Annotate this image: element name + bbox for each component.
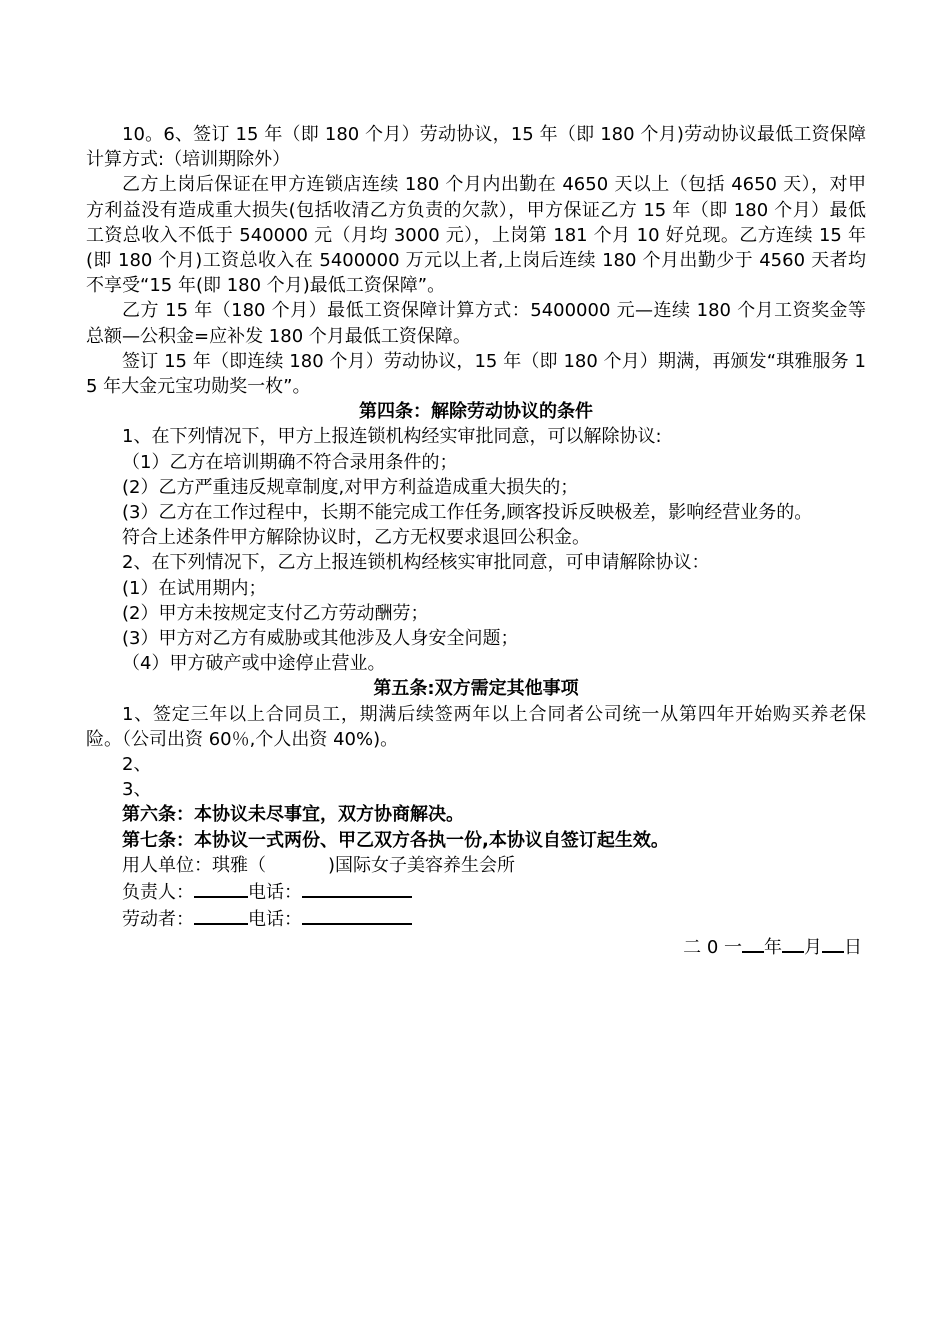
section5-item2: 2、 (122, 754, 152, 776)
section4-item2-b: (2）甲方未按规定支付乙方劳动酬劳； (122, 602, 429, 624)
worker-line (86, 905, 866, 932)
day-blank[interactable] (822, 933, 844, 953)
year-blank[interactable] (742, 933, 764, 953)
award-paragraph: 签订 15 年（即连续 180 个月）劳动协议，15 年（即 180 个月）期满，再颁发“琪雅服务 15 年大金元宝功勋奖一枚”。 (86, 350, 866, 398)
worker-phone-blank[interactable] (302, 905, 412, 925)
section4-heading: 第四条：解除劳动协议的条件 (359, 401, 593, 423)
manager-phone-blank[interactable] (302, 878, 412, 898)
month-label: 月 (804, 936, 822, 958)
worker-label: 劳动者： (122, 909, 194, 931)
worker-name-blank[interactable] (194, 905, 248, 925)
section4-item1-a: （1）乙方在培训期确不符合录用条件的； (122, 451, 458, 473)
manager-phone-label: 电话： (248, 882, 302, 904)
section4-item1-c: (3）乙方在工作过程中，长期不能完成工作任务,顾客投诉反映极差，影响经营业务的。 (122, 502, 813, 524)
employer-label: 用人单位：琪雅（ (122, 854, 266, 876)
manager-name-blank[interactable] (194, 878, 248, 898)
date-prefix: 二 0 一 (683, 936, 742, 958)
section4-item2-a: (1）在试用期内； (122, 577, 267, 599)
section4-item2-c: (3）甲方对乙方有威胁或其他涉及人身安全问题； (122, 628, 519, 650)
worker-phone-label: 电话： (248, 909, 302, 931)
section5-item3: 3、 (122, 779, 152, 801)
month-blank[interactable] (782, 933, 804, 953)
section4-item1-intro: 1、在下列情况下，甲方上报连锁机构经实审批同意，可以解除协议: (122, 426, 662, 448)
section4-item1-note: 符合上述条件甲方解除协议时，乙方无权要求退回公积金。 (122, 527, 590, 549)
section7: 第七条：本协议一式两份、甲乙双方各执一份,本协议自签订起生效。 (122, 829, 669, 851)
section4-item2-intro: 2、在下列情况下，乙方上报连锁机构经核实审批同意，可申请解除协议： (122, 552, 710, 574)
formula-paragraph: 乙方 15 年（180 个月）最低工资保障计算方式：5400000 元—连续 180 个月工资奖金等总额—公积金=应补发 180 个月最低工资保障。 (86, 300, 866, 347)
manager-label: 负责人： (122, 882, 194, 904)
date-line (86, 933, 866, 960)
manager-line (86, 878, 866, 905)
guarantee-paragraph: 乙方上岗后保证在甲方连锁店连续 180 个月内出勤在 4650 天以上（包括 4650 天），对甲方利益没有造成重大损失(包括收清乙方负责的欠款），甲方保证乙方 15 年（即 180 个月）最低工资总收入不低于 540000 元（月均 3000 元），上岗第 181 个月 10 好兑现。乙方连续 15 年(即 180 个月)工资总收入在 5400000 万元以上者,上岗后连续 180 个月出勤少于 4560 天者均不享受“15 年(即 180 个月)最低工资保障”。 (86, 174, 866, 297)
contract-page (86, 122, 866, 960)
year-label: 年 (764, 936, 782, 958)
section4-item2-d: （4）甲方破产或中途停止营业。 (122, 653, 386, 675)
employer-line (86, 853, 866, 878)
employer-suffix: )国际女子美容养生会所 (328, 854, 516, 876)
section5-item1: 1、签定三年以上合同员工，期满后续签两年以上合同者公司统一从第四年开始购买养老保险。（公司出资 60％,个人出资 40%)。 (86, 703, 866, 750)
section5-heading: 第五条:双方需定其他事项 (373, 678, 579, 700)
section6: 第六条：本协议未尽事宜，双方协商解决。 (122, 804, 464, 826)
clause-10-6: 10。6、签订 15 年（即 180 个月）劳动协议，15 年（即 180 个月)劳动协议最低工资保障计算方式:（培训期除外） (86, 124, 866, 171)
section4-item1-b: (2）乙方严重违反规章制度,对甲方利益造成重大损失的； (122, 476, 579, 498)
day-label: 日 (844, 936, 862, 958)
